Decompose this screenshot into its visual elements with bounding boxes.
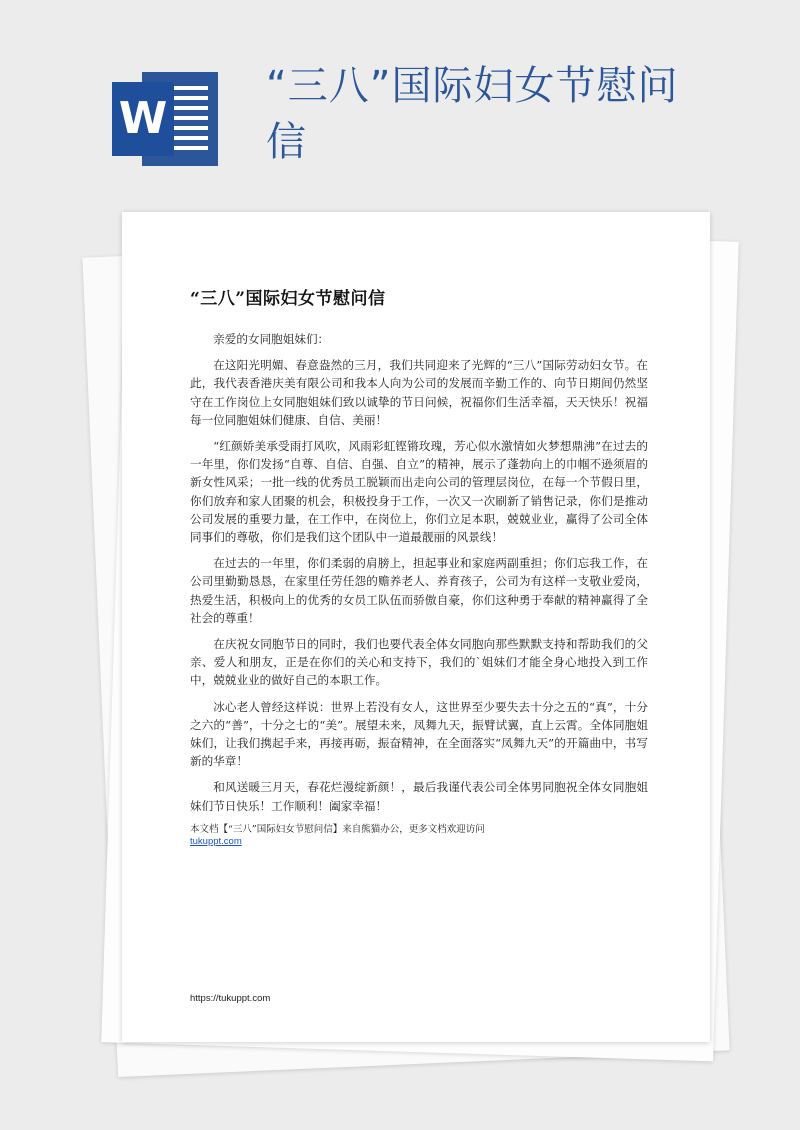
banner-title: “三八”国际妇女节慰问信 <box>266 63 679 165</box>
paragraph-6: 和风送暖三月天，春花烂漫绽新颜！，最后我谨代表公司全体男同胞祝全体女同胞姐妹们节日快乐！工作顺利！阖家幸福！ <box>190 780 648 813</box>
document-page <box>122 212 710 1042</box>
salutation: 亲爱的女同胞姐妹们： <box>213 332 330 346</box>
paragraph-2: “红颜娇美承受雨打风吹，风雨彩虹铿锵玫瑰，芳心似水激情如火梦想鼎沸”在过去的一年里，你们发扬“自尊、自信、自强、自立”的精神，展示了蓬勃向上的巾帼不逊须眉的新女性风采；一批一线的优秀员工脱颖而出走向公司的管理层岗位，在每一个节假日里，你们放弃和家人团聚的机会，积极投身于工作，一次又一次刷新了销售记录，你们是推动公司发展的重要力量，在工作中，在岗位上，你们立足本职，兢兢业业，赢得了公司全体同事们的尊敬，你们是我们这个团队中一道最靓丽的风景线！ <box>190 439 648 545</box>
page-url[interactable]: https://tukuppt.com <box>190 993 271 1004</box>
document-title: “三八”国际妇女节慰问信 <box>190 289 386 309</box>
word-document-icon <box>112 72 218 166</box>
paragraph-5: 冰心老人曾经这样说：世界上若没有女人，这世界至少要失去十分之五的“真”，十分之六的“善”，十分之七的“美”。展望未来，凤舞九天，振臂试翼，直上云霄。全体同胞姐妹们，让我们携起手来，再接再砺，振奋精神，在全面落实“凤舞九天”的开篇曲中，书写新的华章！ <box>190 699 648 769</box>
word-icon-letter: W <box>112 82 174 156</box>
paragraph-1: 在这阳光明媚、春意盎然的三月，我们共同迎来了光辉的“三八”国际劳动妇女节。在此，我代表香港庆美有限公司和我本人向为公司的发展而辛勤工作的、向节日期间仍然坚守在工作岗位上女同胞姐妹们致以诚挚的节日问候，祝福你们生活幸福，天天快乐！祝福每一位同胞姐妹们健康、自信、美丽！ <box>190 358 648 427</box>
paragraph-3: 在过去的一年里，你们柔弱的肩膀上，担起事业和家庭两副重担；你们忘我工作，在公司里勤勤恳恳，在家里任劳任怨的赡养老人、养育孩子，公司为有这样一支敬业爱岗，热爱生活，积极向上的优秀的女员工队伍而骄傲自豪，你们这种勇于奉献的精神赢得了全社会的尊重！ <box>190 556 648 625</box>
header-banner <box>0 0 800 205</box>
source-link[interactable]: tukuppt.com <box>190 836 242 847</box>
paragraph-4: 在庆祝女同胞节日的同时，我们也要代表全体女同胞向那些默默支持和帮助我们的父亲、爱人和朋友，正是在你们的关心和支持下，我们的`姐妹们才能全身心地投入到工作中，兢兢业业的做好自己的本职工作。 <box>190 637 648 688</box>
document-body <box>190 330 648 823</box>
source-note: 本文档【“三八”国际妇女节慰问信】来自熊猫办公，更多文档欢迎访问 <box>190 824 485 835</box>
